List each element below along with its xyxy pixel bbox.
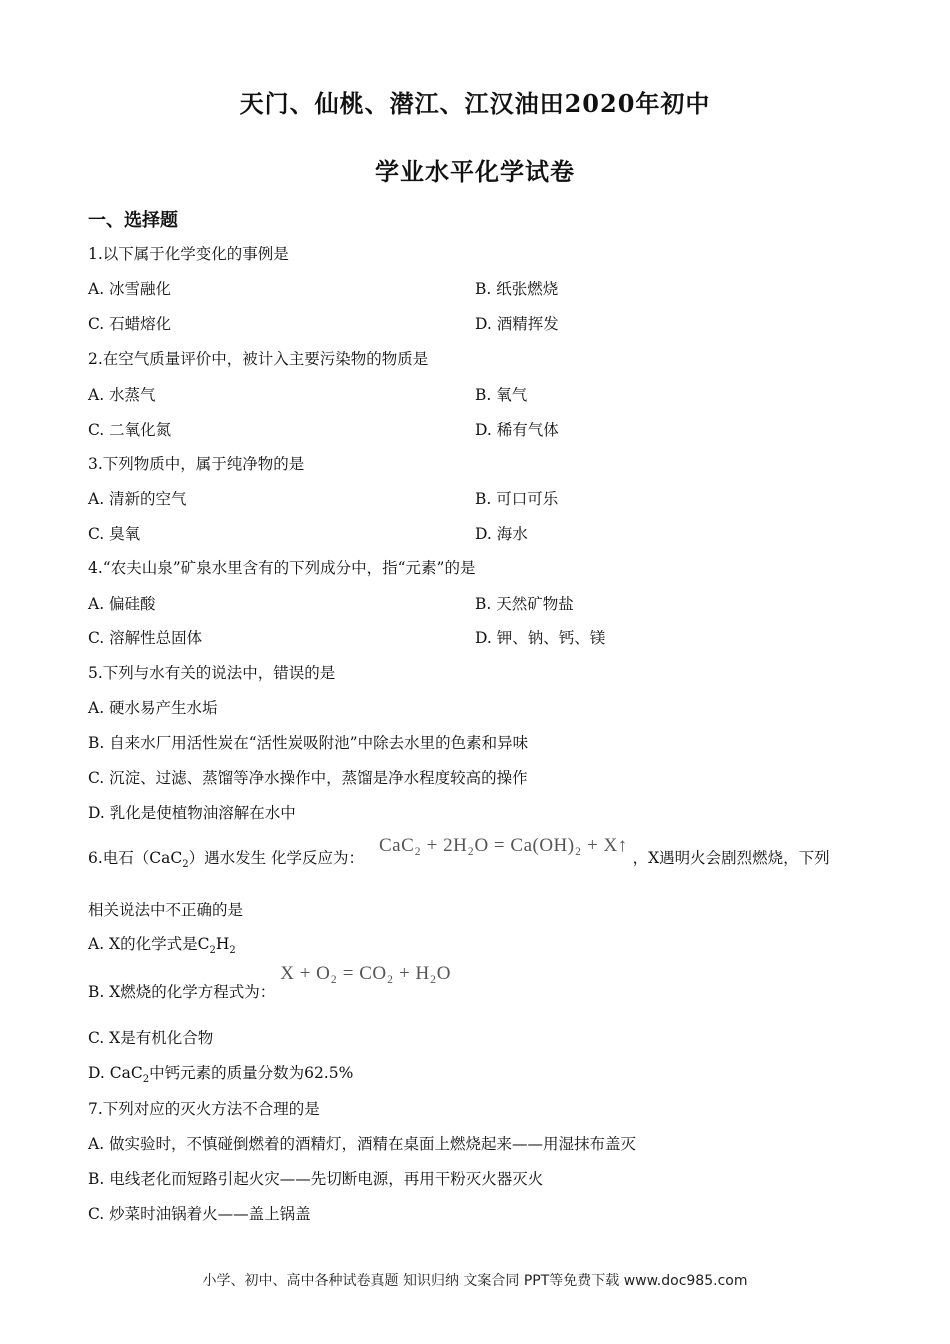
question-5-option-b: B. 自来水厂用活性炭在“活性炭吸附池”中除去水里的色素和异味 bbox=[88, 734, 529, 752]
question-1-option-d: D. 酒精挥发 bbox=[475, 315, 559, 333]
exam-title-line2: 学业水平化学试卷 bbox=[375, 157, 575, 186]
question-6-option-d bbox=[88, 1061, 353, 1085]
question-2-option-b: B. 氧气 bbox=[475, 386, 528, 404]
question-6-stem bbox=[88, 834, 830, 871]
question-6-option-a bbox=[88, 932, 236, 956]
question-4-option-a: A. 偏硅酸 bbox=[88, 595, 156, 613]
reaction-equation: CaC₂ + 2H₂O = Ca(OH)₂ + X↑ bbox=[379, 835, 628, 856]
combustion-equation: X + O₂ = CO₂ + H₂O bbox=[280, 963, 452, 984]
question-2-option-d: D. 稀有气体 bbox=[475, 421, 559, 439]
question-6-stem-line2: 相关说法中不正确的是 bbox=[88, 901, 244, 919]
question-4-option-c: C. 溶解性总固体 bbox=[88, 629, 203, 647]
question-5-option-c: C. 沉淀、过滤、蒸馏等净水操作中，蒸馏是净水程度较高的操作 bbox=[88, 769, 528, 787]
question-6-option-b bbox=[88, 962, 452, 1001]
exam-title-line1: 天门、仙桃、潜江、江汉油田2020年初中 bbox=[239, 89, 711, 118]
question-1-option-b: B. 纸张燃烧 bbox=[475, 280, 559, 298]
question-5-stem: 5.下列与水有关的说法中，错误的是 bbox=[88, 664, 336, 682]
question-6-stem-middle: ）遇水发生 化学反应为： bbox=[188, 849, 365, 867]
question-1-option-c: C. 石蜡熔化 bbox=[88, 315, 172, 333]
question-6-stem-suffix: ，X遇明火会剧烈燃烧，下列 bbox=[632, 849, 830, 867]
question-2-option-a: A. 水蒸气 bbox=[88, 386, 156, 404]
question-1-stem: 1.以下属于化学变化的事例是 bbox=[88, 245, 289, 263]
subscript: 2 bbox=[209, 945, 216, 957]
footer-ad: 小学、初中、高中各种试卷真题 知识归纳 文案合同 PPT等免费下载 www.doc985.com bbox=[202, 1273, 748, 1289]
question-2-stem: 2.在空气质量评价中，被计入主要污染物的物质是 bbox=[88, 350, 429, 368]
subscript: 2 bbox=[182, 859, 189, 871]
question-2-option-c: C. 二氧化氮 bbox=[88, 421, 172, 439]
question-1-option-a: A. 冰雪融化 bbox=[88, 280, 172, 298]
question-4-stem: 4.“农夫山泉”矿泉水里含有的下列成分中，指“元素”的是 bbox=[88, 559, 476, 577]
option-a-element: H bbox=[215, 935, 230, 953]
subscript: 2 bbox=[142, 1074, 150, 1086]
subscript: 2 bbox=[229, 945, 236, 957]
question-4-option-d: D. 钾、钠、钙、镁 bbox=[475, 629, 606, 647]
question-3-option-d: D. 海水 bbox=[475, 525, 528, 543]
question-5-option-a: A. 硬水易产生水垢 bbox=[88, 699, 218, 717]
question-7-option-c: C. 炒菜时油锅着火——盖上锅盖 bbox=[88, 1205, 311, 1223]
question-3-option-a: A. 清新的空气 bbox=[88, 490, 187, 508]
question-7-option-b: B. 电线老化而短路引起火灾——先切断电源，再用干粉灭火器灭火 bbox=[88, 1170, 544, 1188]
question-3-option-b: B. 可口可乐 bbox=[475, 490, 559, 508]
question-5-option-d: D. 乳化是使植物油溶解在水中 bbox=[88, 804, 296, 822]
question-3-stem: 3.下列物质中，属于纯净物的是 bbox=[88, 455, 305, 473]
question-7-option-a: A. 做实验时，不慎碰倒燃着的酒精灯，酒精在桌面上燃烧起来——用湿抹布盖灭 bbox=[88, 1135, 637, 1153]
option-d-suffix: 中钙元素的质量分数为62.5% bbox=[149, 1064, 354, 1082]
question-3-option-c: C. 臭氧 bbox=[88, 525, 141, 543]
question-4-option-b: B. 天然矿物盐 bbox=[475, 595, 574, 613]
section-heading-choice: 一、选择题 bbox=[88, 210, 178, 231]
question-6-stem-prefix: 6.电石（CaC bbox=[88, 849, 183, 867]
option-a-text: A. X的化学式是C bbox=[88, 935, 210, 953]
option-b-text: B. X燃烧的化学方程式为： bbox=[88, 983, 276, 1001]
option-d-text: D. CaC bbox=[88, 1064, 143, 1082]
question-7-stem: 7.下列对应的灭火方法不合理的是 bbox=[88, 1100, 320, 1118]
question-6-option-c: C. X是有机化合物 bbox=[88, 1029, 214, 1047]
